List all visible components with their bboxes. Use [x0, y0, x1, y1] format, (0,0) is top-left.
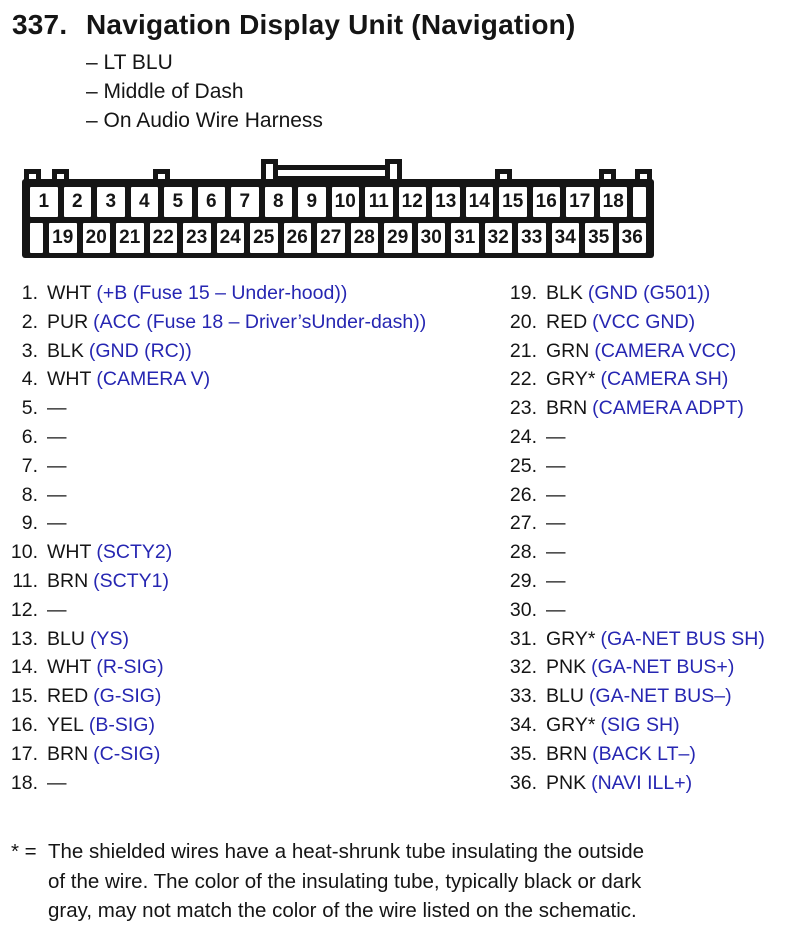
pin-row — [10, 365, 483, 394]
pin-number: 33. — [509, 685, 537, 708]
pin-number: 30. — [509, 598, 537, 621]
connector-pin-cell: 5 — [164, 187, 192, 217]
pin-number: 7. — [21, 454, 38, 477]
pin-number: 34. — [509, 713, 537, 736]
pin-row — [10, 596, 483, 625]
pin-wire-color: BRN — [47, 569, 89, 592]
connector-pin-cell: 7 — [231, 187, 259, 217]
footnote-text — [48, 837, 644, 926]
pin-number: 6. — [21, 425, 38, 448]
pin-wire-color: — — [546, 454, 566, 477]
pin-number: 11. — [12, 569, 38, 592]
connector-pin-cell: 14 — [466, 187, 494, 217]
pin-list-left — [10, 279, 483, 797]
pin-signal: (BACK LT–) — [592, 742, 696, 765]
connector-pin-cell: 29 — [384, 223, 412, 253]
pin-row — [10, 452, 483, 481]
note-harness: – On Audio Wire Harness — [86, 109, 323, 132]
pin-wire-color: — — [546, 541, 566, 564]
pin-number: 24. — [509, 425, 537, 448]
pin-number: 9. — [21, 512, 38, 535]
connector-pin-cell: 32 — [485, 223, 513, 253]
pin-wire-color: GRY* — [546, 368, 596, 391]
pin-wire-color: PUR — [47, 310, 89, 333]
pin-signal: (NAVI ILL+) — [591, 771, 693, 794]
pin-signal: (CAMERA ADPT) — [592, 397, 744, 420]
pin-wire-color: WHT — [47, 282, 92, 304]
pin-row — [10, 769, 483, 798]
pin-wire-color: GRY* — [546, 713, 596, 736]
connector-pin-cell: 22 — [150, 223, 178, 253]
pin-wire-color: YEL — [47, 713, 84, 736]
connector-body — [22, 179, 654, 258]
pin-signal: (GND (G501)) — [587, 282, 711, 304]
pin-wire-color: GRN — [546, 339, 590, 362]
connector-pin-cell: 10 — [332, 187, 360, 217]
pin-row — [483, 308, 765, 337]
pin-signal: (YS) — [89, 627, 129, 650]
footnote-line: gray, may not match the color of the wire listed on the schematic. — [48, 899, 637, 923]
footnote-marker: * = — [11, 840, 37, 864]
pin-list — [10, 279, 798, 797]
pin-row — [10, 279, 483, 308]
pin-number: 17. — [10, 742, 38, 765]
pin-number: 20. — [509, 310, 537, 333]
pin-number: 13. — [10, 627, 38, 650]
connector-pin-cell: 21 — [116, 223, 144, 253]
pin-signal: (VCC GND) — [592, 310, 696, 333]
connector-pin-cell: 20 — [83, 223, 111, 253]
pin-wire-color: — — [47, 598, 67, 621]
pin-wire-color: BRN — [47, 742, 89, 765]
pin-row — [483, 596, 765, 625]
pin-wire-color: — — [47, 512, 67, 535]
pin-signal: (CAMERA VCC) — [594, 339, 737, 362]
connector-diagram — [22, 140, 654, 258]
pin-number: 15. — [10, 685, 38, 708]
connector-row-bottom — [30, 223, 646, 253]
pin-signal: (ACC (Fuse 18 – Driver’sUnder-dash)) — [93, 310, 427, 333]
pin-wire-color: — — [546, 483, 566, 506]
pin-wire-color: — — [546, 512, 566, 535]
pin-wire-color: — — [47, 397, 67, 420]
pin-number: 36. — [509, 771, 537, 794]
pin-signal: (GA-NET BUS SH) — [600, 627, 765, 650]
pin-signal: (R-SIG) — [96, 656, 164, 679]
pin-wire-color: GRY* — [546, 627, 596, 650]
footnote-line: The shielded wires have a heat-shrunk tube insulating the outside — [48, 840, 645, 864]
connector-row-top — [30, 187, 646, 217]
pin-number: 5. — [21, 397, 38, 420]
connector-pin-cell: 27 — [317, 223, 345, 253]
connector-pin-cell: 15 — [499, 187, 527, 217]
pin-row — [10, 337, 483, 366]
pin-wire-color: — — [47, 454, 67, 477]
pin-row — [10, 308, 483, 337]
pin-row — [483, 653, 765, 682]
pin-wire-color: BLK — [47, 339, 84, 362]
pin-number: 18. — [10, 771, 38, 794]
pin-signal: (+B (Fuse 15 – Under-hood)) — [96, 282, 348, 304]
connector-pin-cell: 18 — [600, 187, 628, 217]
connector-pin-cell: 19 — [49, 223, 77, 253]
pin-wire-color: — — [546, 569, 566, 592]
pin-wire-color: WHT — [47, 541, 92, 564]
pin-number: 19. — [509, 282, 537, 304]
pin-number: 27. — [509, 512, 537, 535]
pin-wire-color: RED — [47, 685, 89, 708]
location-notes — [86, 48, 798, 135]
pin-row — [483, 769, 765, 798]
wiring-pinout-page — [0, 9, 798, 923]
pin-number: 8. — [21, 483, 38, 506]
pin-row — [483, 337, 765, 366]
pin-number: 12. — [10, 598, 38, 621]
connector-pin-cell: 13 — [432, 187, 460, 217]
pin-row — [483, 509, 765, 538]
pin-number: 14. — [10, 656, 38, 679]
pin-wire-color: — — [47, 483, 67, 506]
pin-number: 22. — [509, 368, 537, 391]
page-title: Navigation Display Unit (Navigation) — [86, 9, 576, 40]
pin-row — [483, 682, 765, 711]
connector-pin-cell: 2 — [64, 187, 92, 217]
connector-pin-cell: 17 — [566, 187, 594, 217]
pin-number: 32. — [509, 656, 537, 679]
pin-row — [483, 452, 765, 481]
pin-row — [483, 394, 765, 423]
connector-pin-cell: 34 — [552, 223, 580, 253]
pin-number: 21. — [509, 339, 537, 362]
pin-wire-color: WHT — [47, 368, 92, 391]
connector-pin-cell: 24 — [217, 223, 245, 253]
pin-wire-color: — — [546, 425, 566, 448]
pin-signal: (B-SIG) — [88, 713, 155, 736]
pin-row — [10, 682, 483, 711]
connector-pin-cell: 3 — [97, 187, 125, 217]
connector-pin-cell: 30 — [418, 223, 446, 253]
pin-row — [483, 740, 765, 769]
pin-wire-color: PNK — [546, 656, 587, 679]
pin-wire-color: — — [546, 598, 566, 621]
connector-pin-cell: 33 — [518, 223, 546, 253]
connector-pin-cell: 35 — [585, 223, 613, 253]
pin-row — [10, 653, 483, 682]
pin-wire-color: BLU — [47, 627, 85, 650]
pin-row — [483, 423, 765, 452]
pin-number: 2. — [21, 310, 38, 333]
pin-row — [10, 567, 483, 596]
pin-row — [483, 567, 765, 596]
pin-signal: (CAMERA V) — [96, 368, 211, 391]
pin-wire-color: PNK — [546, 771, 587, 794]
pin-wire-color: BRN — [546, 742, 588, 765]
pin-number: 16. — [10, 713, 38, 736]
note-wire-color: – LT BLU — [86, 51, 173, 74]
pin-wire-color: RED — [546, 310, 588, 333]
pin-signal: (GA-NET BUS–) — [588, 685, 732, 708]
pin-signal: (GA-NET BUS+) — [591, 656, 735, 679]
footnote — [11, 837, 798, 926]
pin-number: 1. — [21, 282, 38, 304]
pin-signal: (G-SIG) — [93, 685, 162, 708]
item-number: 337. — [12, 9, 68, 40]
connector-blank-cell — [30, 223, 43, 253]
pin-row — [10, 481, 483, 510]
pin-wire-color: — — [47, 771, 67, 794]
pin-number: 23. — [509, 397, 537, 420]
pin-list-right — [483, 279, 765, 797]
pin-row — [483, 279, 765, 308]
pin-row — [10, 711, 483, 740]
pin-number: 31. — [509, 627, 537, 650]
pin-number: 10. — [10, 541, 38, 564]
pin-number: 25. — [509, 454, 537, 477]
pin-row — [483, 481, 765, 510]
note-location: – Middle of Dash — [86, 80, 244, 103]
pin-row — [483, 711, 765, 740]
pin-row — [10, 625, 483, 654]
connector-pin-cell: 31 — [451, 223, 479, 253]
connector-pin-cell: 8 — [265, 187, 293, 217]
pin-row — [10, 394, 483, 423]
pin-signal: (SIG SH) — [600, 713, 680, 736]
connector-pin-cell: 23 — [183, 223, 211, 253]
connector-pin-cell: 4 — [131, 187, 159, 217]
connector-pin-cell: 26 — [284, 223, 312, 253]
pin-signal: (C-SIG) — [93, 742, 161, 765]
connector-pin-cell: 36 — [619, 223, 647, 253]
connector-blank-cell — [633, 187, 646, 217]
pin-signal: (GND (RC)) — [88, 339, 192, 362]
pin-wire-color: BLK — [546, 282, 583, 304]
pin-row — [483, 365, 765, 394]
connector-pin-cell: 9 — [298, 187, 326, 217]
pin-number: 26. — [509, 483, 537, 506]
pin-number: 4. — [21, 368, 38, 391]
pin-signal: (SCTY2) — [96, 541, 173, 564]
pin-wire-color: WHT — [47, 656, 92, 679]
connector-pin-cell: 25 — [250, 223, 278, 253]
footnote-line: of the wire. The color of the insulating tube, typically black or dark — [48, 869, 642, 893]
connector-pin-cell: 6 — [198, 187, 226, 217]
pin-row — [483, 538, 765, 567]
pin-signal: (CAMERA SH) — [600, 368, 729, 391]
pin-number: 28. — [509, 541, 537, 564]
pin-signal: (SCTY1) — [93, 569, 170, 592]
pin-row — [10, 509, 483, 538]
page-header — [12, 9, 798, 41]
pin-row — [10, 538, 483, 567]
connector-pin-cell: 1 — [30, 187, 58, 217]
pin-wire-color: BRN — [546, 397, 588, 420]
connector-pin-cell: 12 — [399, 187, 427, 217]
pin-row — [10, 423, 483, 452]
pin-row — [483, 625, 765, 654]
pin-number: 3. — [21, 339, 38, 362]
pin-number: 29. — [509, 569, 537, 592]
connector-pin-cell: 28 — [351, 223, 379, 253]
connector-pin-cell: 11 — [365, 187, 393, 217]
pin-wire-color: — — [47, 425, 67, 448]
pin-wire-color: BLU — [546, 685, 584, 708]
pin-number: 35. — [509, 742, 537, 765]
pin-row — [10, 740, 483, 769]
connector-pin-cell: 16 — [533, 187, 561, 217]
